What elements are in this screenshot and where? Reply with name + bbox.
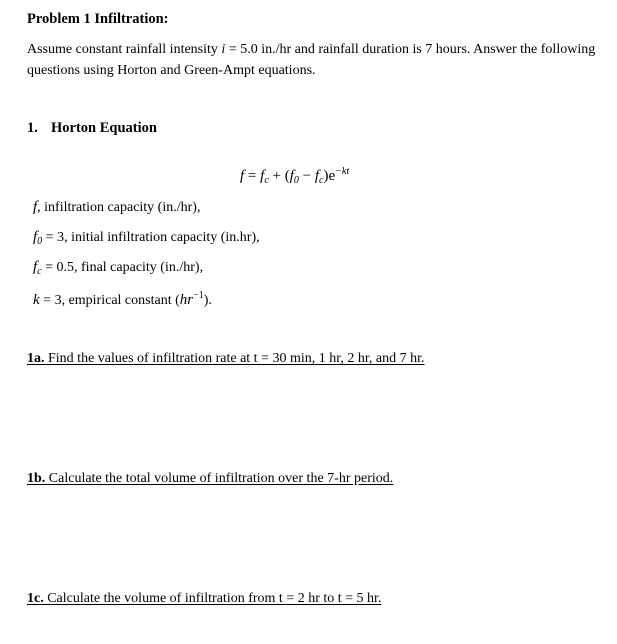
def-symbol: k <box>33 292 40 308</box>
eq-exponent: −kt <box>335 166 350 177</box>
problem-intro <box>27 39 607 81</box>
definition-fc <box>33 259 203 277</box>
def-unit-exponent: −1 <box>193 290 204 301</box>
eq-fc2-sub: c <box>319 175 324 186</box>
def-text: = 3, initial infiltration capacity (in.hr), <box>42 230 260 245</box>
question-text: Calculate the total volume of infiltration over the 7-hr period. <box>45 471 394 486</box>
eq-equals: = <box>244 168 261 184</box>
section-number: 1. <box>27 120 38 136</box>
intro-text-end: = 5.0 in./hr and rainfall duration is 7 hours. Answer the following questions using Horton and Green-Ampt equations. <box>27 42 596 78</box>
question-text: Find the values of infiltration rate at t = 30 min, 1 hr, 2 hr, and 7 hr. <box>44 351 425 366</box>
def-unit: hr <box>179 292 194 308</box>
question-text: Calculate the volume of infiltration from t = 2 hr to t = 5 hr. <box>43 591 382 606</box>
eq-minus: − <box>298 168 315 184</box>
problem-title: Problem 1 Infiltration: <box>27 11 169 27</box>
horton-equation <box>240 166 349 186</box>
def-subscript: c <box>37 266 42 277</box>
eq-close: )e <box>323 168 336 184</box>
eq-fc: f <box>260 168 265 184</box>
def-subscript: 0 <box>37 236 43 247</box>
section-title: Horton Equation <box>51 120 157 136</box>
question-1a <box>27 351 425 367</box>
eq-fc-sub: c <box>264 175 269 186</box>
def-symbol: f <box>33 259 38 275</box>
definition-k <box>33 290 212 309</box>
question-1c <box>27 591 381 607</box>
question-1b <box>27 471 393 487</box>
eq-f0-sub: 0 <box>293 175 299 186</box>
eq-f0: f <box>289 168 294 184</box>
question-number: 1a. <box>27 351 45 366</box>
question-number: 1b. <box>27 471 46 486</box>
section-heading <box>27 120 157 137</box>
def-text: , infiltration capacity (in./hr), <box>37 200 201 215</box>
def-text: = 0.5, final capacity (in./hr), <box>41 260 204 275</box>
def-text: = 3, empirical constant ( <box>39 293 180 308</box>
def-tail: ). <box>203 293 212 308</box>
intro-text-start: Assume constant rainfall intensity <box>27 42 222 57</box>
eq-f: f <box>240 168 245 184</box>
def-symbol: f <box>33 199 38 215</box>
eq-fc2: f <box>314 168 320 184</box>
question-number: 1c. <box>27 591 44 606</box>
definition-f <box>33 199 200 216</box>
definition-f0 <box>33 229 260 247</box>
def-symbol: f <box>33 229 38 245</box>
eq-plus: + ( <box>268 168 290 184</box>
intro-variable: i <box>221 42 226 57</box>
